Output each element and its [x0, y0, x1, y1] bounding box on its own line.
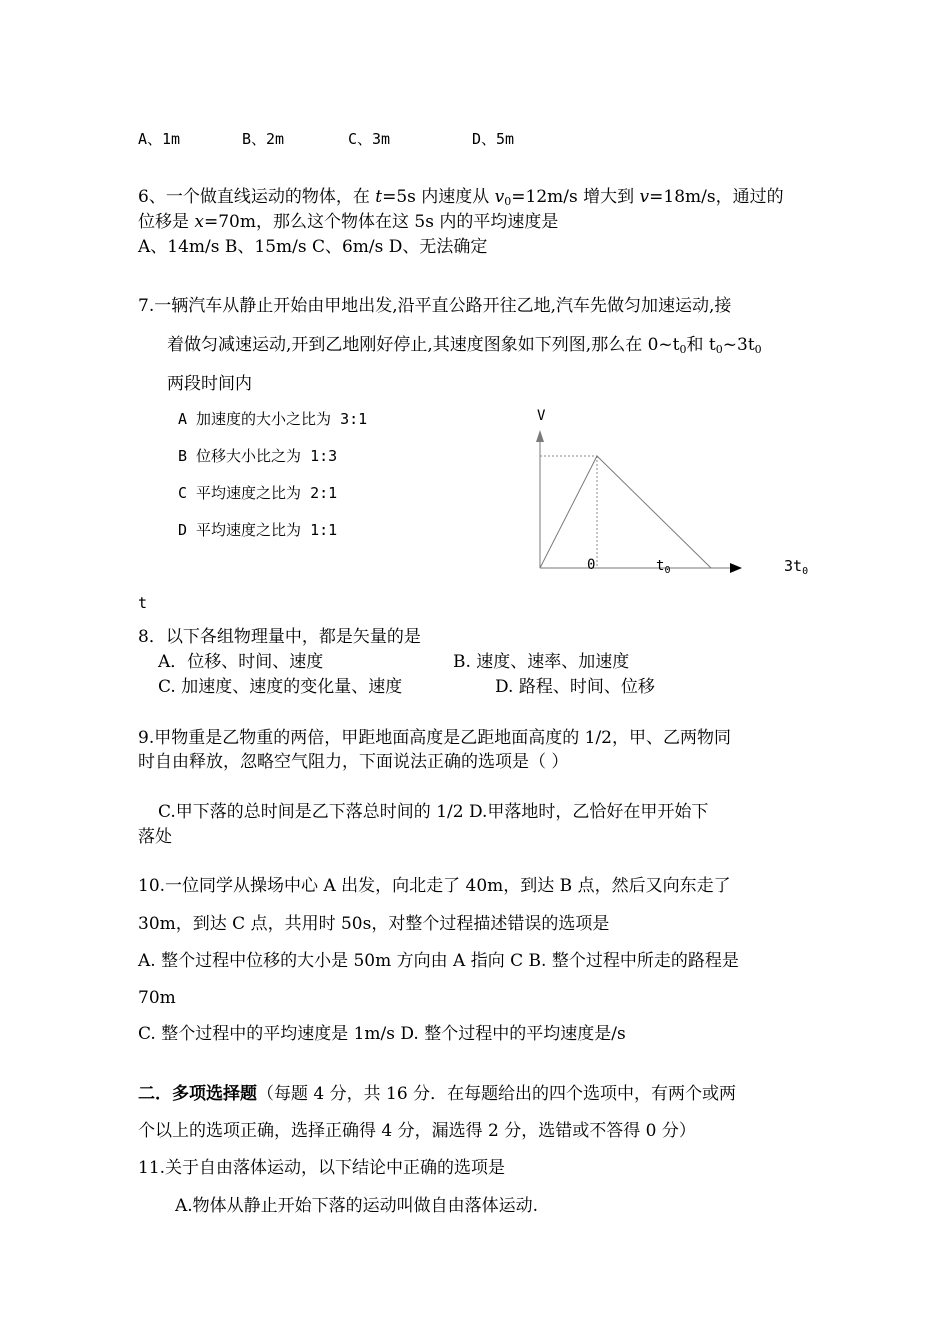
graph-t0-label: $t_0$ — [656, 558, 671, 576]
graph-v-label: V — [537, 408, 546, 424]
q5-option-d: D、5m — [472, 130, 515, 148]
q11-option-a: A.物体从静止开始下落的运动叫做自由落体运动. — [175, 1196, 539, 1216]
q6-line-2: 位移是 x=70m，那么这个物体在这 5s 内的平均速度是 — [138, 212, 559, 232]
velocity-line — [540, 456, 711, 568]
section-2-header: 二．多项选择题（每题 4 分，共 16 分．在每题给出的四个选项中，有两个或两 — [138, 1084, 737, 1104]
q9-line-3: C.甲下落的总时间是乙下落总时间的 1/2 D.甲落地时，乙恰好在甲开始下 — [158, 802, 709, 822]
section-2-heading: 二．多项选择题 — [138, 1084, 257, 1104]
q10-line-5: C. 整个过程中的平均速度是 1m/s D. 整个过程中的平均速度是/s — [138, 1024, 626, 1044]
q10-line-1: 10.一位同学从操场中心 A 出发，向北走了 40m，到达 B 点，然后又向东走了 — [138, 876, 731, 896]
q8-option-d: D. 路程、时间、位移 — [495, 677, 655, 697]
graph-3t0-label: $3t_0$ — [784, 557, 809, 577]
q7-option-d: D 平均速度之比为 1:1 — [178, 521, 338, 539]
q5-option-c: C、3m — [348, 130, 391, 148]
q7-option-c: C 平均速度之比为 2:1 — [178, 484, 338, 502]
q5-option-a: A、1m — [138, 130, 181, 148]
q8-option-a: A．位移、时间、速度 — [158, 652, 324, 672]
q7-line-1: 7.一辆汽车从静止开始由甲地出发,沿平直公路开往乙地,汽车先做匀加速运动,接 — [138, 296, 732, 316]
q7-line-2: 着做匀减速运动,开到乙地刚好停止,其速度图象如下列图,那么在 $0\sim t_0$和 $t_0\sim 3t_0$ — [167, 335, 762, 356]
q8-option-c: C. 加速度、速度的变化量、速度 — [158, 677, 403, 697]
q7-option-b: B 位移大小比之为 1:3 — [178, 447, 338, 465]
q6-line-1: 6、一个做直线运动的物体，在 t=5s 内速度从 $v_0=12m/s$ 增大到 v=18m/s，通过的 — [138, 187, 784, 208]
section-2-desc-2: 个以上的选项正确，选择正确得 4 分，漏选得 2 分，选错或不答得 0 分） — [138, 1121, 696, 1141]
q9-line-2: 时自由释放，忽略空气阻力，下面说法正确的选项是（ ） — [138, 752, 569, 772]
q7-line-3: 两段时间内 — [167, 374, 252, 394]
q10-line-2: 30m，到达 C 点，共用时 50s，对整个过程描述错误的选项是 — [138, 914, 610, 934]
q11-stem: 11.关于自由落体运动，以下结论中正确的选项是 — [138, 1158, 506, 1178]
q7-option-a: A 加速度的大小之比为 3:1 — [178, 410, 368, 428]
q5-option-b: B、2m — [242, 130, 285, 148]
v-axis-arrow — [536, 430, 544, 442]
q8-stem: 8．以下各组物理量中，都是矢量的是 — [138, 627, 421, 647]
graph-origin-label: 0 — [587, 557, 596, 573]
velocity-time-graph — [520, 420, 750, 580]
q10-line-4: 70m — [138, 988, 176, 1008]
t-axis-arrow — [730, 563, 742, 573]
q8-option-b: B. 速度、速率、加速度 — [453, 652, 630, 672]
q9-line-1: 9.甲物重是乙物重的两倍，甲距地面高度是乙距地面高度的 1/2，甲、乙两物同 — [138, 728, 731, 748]
graph-t-axis-label: t — [138, 594, 148, 612]
q9-line-4: 落处 — [138, 827, 172, 847]
q6-options: A、14m/s B、15m/s C、6m/s D、无法确定 — [138, 237, 488, 257]
q10-line-3: A. 整个过程中位移的大小是 50m 方向由 A 指向 C B. 整个过程中所走的路程是 — [138, 951, 739, 971]
